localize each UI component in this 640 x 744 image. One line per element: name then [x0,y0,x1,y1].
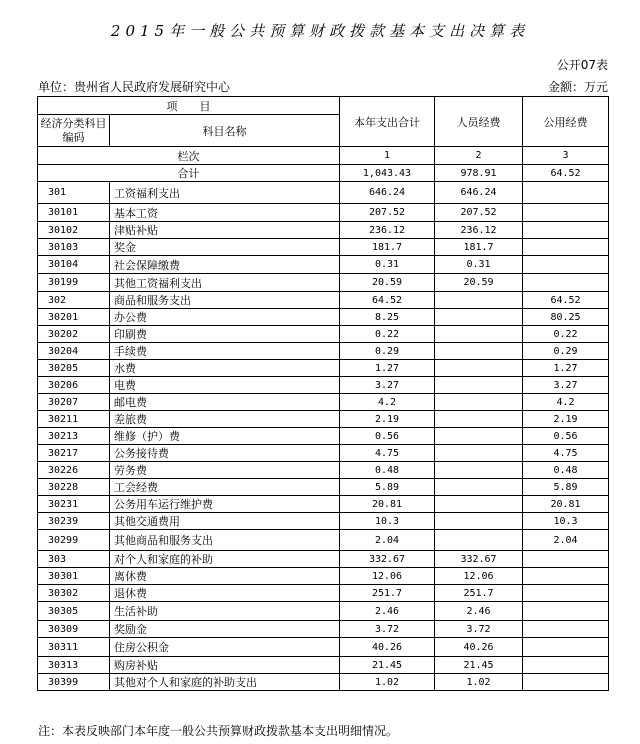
row-code: 30101 [38,204,110,222]
row-personnel: 1.02 [435,674,523,691]
sum-public: 64.52 [523,165,609,182]
table-row [38,530,609,551]
row-total: 0.56 [340,428,435,445]
table-row [38,513,609,530]
row-name: 住房公积金 [110,638,340,657]
row-name: 手续费 [110,343,340,360]
row-name: 差旅费 [110,411,340,428]
row-personnel: 40.26 [435,638,523,657]
row-name: 奖励金 [110,621,340,638]
table-row [38,377,609,394]
row-personnel [435,411,523,428]
row-personnel [435,530,523,551]
table-row [38,638,609,657]
row-public [523,674,609,691]
table-row [38,568,609,585]
row-name: 印刷费 [110,326,340,343]
row-total: 0.48 [340,462,435,479]
row-personnel [435,479,523,496]
row-name: 维修（护）费 [110,428,340,445]
table-row [38,411,609,428]
row-code: 30239 [38,513,110,530]
row-code: 30206 [38,377,110,394]
row-name: 社会保障缴费 [110,256,340,274]
table-row [38,204,609,222]
row-public: 64.52 [523,292,609,309]
row-code: 30103 [38,239,110,256]
row-name: 水费 [110,360,340,377]
row-personnel [435,496,523,513]
table-row [38,256,609,274]
subject-name-header: 科目名称 [110,115,340,147]
table-row [38,309,609,326]
row-public: 2.19 [523,411,609,428]
row-public: 2.04 [523,530,609,551]
row-total: 332.67 [340,551,435,568]
column-index-label: 栏次 [38,147,340,165]
row-code: 30217 [38,445,110,462]
sum-personnel: 978.91 [435,165,523,182]
row-personnel: 181.7 [435,239,523,256]
table-row [38,239,609,256]
row-total: 8.25 [340,309,435,326]
row-total: 5.89 [340,479,435,496]
row-public: 4.75 [523,445,609,462]
row-personnel: 21.45 [435,657,523,674]
sum-label: 合计 [38,165,340,182]
row-code: 303 [38,551,110,568]
row-personnel [435,309,523,326]
row-total: 3.72 [340,621,435,638]
public-header: 公用经费 [523,97,609,147]
column-index-1: 1 [340,147,435,165]
row-total: 1.02 [340,674,435,691]
personnel-header: 人员经费 [435,97,523,147]
row-code: 30104 [38,256,110,274]
row-name: 生活补助 [110,602,340,621]
row-name: 工资福利支出 [110,182,340,204]
table-row [38,462,609,479]
row-total: 20.81 [340,496,435,513]
table-row [38,274,609,292]
row-name: 奖金 [110,239,340,256]
row-personnel: 236.12 [435,222,523,239]
table-row [38,182,609,204]
row-public: 0.22 [523,326,609,343]
row-public: 0.29 [523,343,609,360]
row-total: 1.27 [340,360,435,377]
row-code: 30211 [38,411,110,428]
row-name: 电费 [110,377,340,394]
row-personnel [435,462,523,479]
table-row [38,674,609,691]
row-name: 工会经费 [110,479,340,496]
row-total: 2.19 [340,411,435,428]
row-personnel: 2.46 [435,602,523,621]
table-row [38,479,609,496]
row-name: 劳务费 [110,462,340,479]
row-total: 4.75 [340,445,435,462]
row-personnel: 207.52 [435,204,523,222]
row-public [523,638,609,657]
row-name: 对个人和家庭的补助 [110,551,340,568]
sum-row [38,165,609,182]
row-personnel [435,445,523,462]
row-personnel: 646.24 [435,182,523,204]
table-row [38,326,609,343]
row-name: 其他工资福利支出 [110,274,340,292]
row-public [523,256,609,274]
row-code: 30299 [38,530,110,551]
row-public: 5.89 [523,479,609,496]
row-name: 购房补贴 [110,657,340,674]
table-row [38,394,609,411]
row-code: 30102 [38,222,110,239]
row-code: 30309 [38,621,110,638]
row-personnel [435,292,523,309]
row-public: 20.81 [523,496,609,513]
row-public [523,182,609,204]
table-row [38,428,609,445]
row-code: 302 [38,292,110,309]
table-row [38,657,609,674]
row-total: 2.46 [340,602,435,621]
total-header: 本年支出合计 [340,97,435,147]
row-name: 津贴补贴 [110,222,340,239]
row-personnel [435,326,523,343]
row-public: 10.3 [523,513,609,530]
row-code: 30199 [38,274,110,292]
row-code: 30231 [38,496,110,513]
row-name: 办公费 [110,309,340,326]
table-row [38,292,609,309]
row-total: 40.26 [340,638,435,657]
row-name: 公务接待费 [110,445,340,462]
row-public [523,585,609,602]
row-public: 1.27 [523,360,609,377]
row-total: 0.31 [340,256,435,274]
row-personnel [435,513,523,530]
table-row [38,496,609,513]
row-code: 30228 [38,479,110,496]
expenditure-table [37,96,609,691]
table-row [38,222,609,239]
row-public [523,568,609,585]
row-public [523,551,609,568]
column-index-row [38,147,609,165]
header-row-1 [38,97,609,115]
row-public: 0.56 [523,428,609,445]
sum-total: 1,043.43 [340,165,435,182]
row-personnel: 12.06 [435,568,523,585]
form-number: 公开07表 [556,58,608,72]
row-public [523,602,609,621]
row-total: 0.29 [340,343,435,360]
row-total: 0.22 [340,326,435,343]
econ-code-header: 经济分类科目编码 [38,115,110,147]
row-public [523,239,609,256]
row-code: 30302 [38,585,110,602]
row-total: 251.7 [340,585,435,602]
column-index-2: 2 [435,147,523,165]
row-name: 邮电费 [110,394,340,411]
amount-unit: 金额：万元 [547,80,608,94]
table-row [38,343,609,360]
row-personnel [435,428,523,445]
row-code: 30311 [38,638,110,657]
row-code: 30204 [38,343,110,360]
row-code: 30213 [38,428,110,445]
row-public: 3.27 [523,377,609,394]
row-personnel: 3.72 [435,621,523,638]
row-code: 30205 [38,360,110,377]
row-name: 公务用车运行维护费 [110,496,340,513]
row-public [523,222,609,239]
row-code: 30226 [38,462,110,479]
row-total: 207.52 [340,204,435,222]
row-personnel: 332.67 [435,551,523,568]
row-total: 2.04 [340,530,435,551]
row-total: 4.2 [340,394,435,411]
row-name: 退休费 [110,585,340,602]
row-code: 30313 [38,657,110,674]
row-total: 10.3 [340,513,435,530]
table-row [38,445,609,462]
unit-label: 单位：贵州省人民政府发展研究中心 [38,80,231,94]
row-personnel [435,394,523,411]
row-personnel: 251.7 [435,585,523,602]
row-personnel [435,377,523,394]
row-total: 20.59 [340,274,435,292]
row-code: 30201 [38,309,110,326]
row-public [523,204,609,222]
row-code: 30207 [38,394,110,411]
row-personnel [435,343,523,360]
row-total: 181.7 [340,239,435,256]
row-total: 21.45 [340,657,435,674]
table-row [38,551,609,568]
row-public [523,274,609,292]
row-total: 64.52 [340,292,435,309]
row-total: 646.24 [340,182,435,204]
row-public [523,657,609,674]
table-row [38,602,609,621]
row-name: 其他交通费用 [110,513,340,530]
row-name: 其他商品和服务支出 [110,530,340,551]
item-header: 项 目 [38,97,340,115]
row-name: 商品和服务支出 [110,292,340,309]
row-code: 30399 [38,674,110,691]
row-public: 80.25 [523,309,609,326]
row-total: 236.12 [340,222,435,239]
footnote: 注：本表反映部门本年度一般公共预算财政拨款基本支出明细情况。 [38,724,399,738]
column-index-3: 3 [523,147,609,165]
row-code: 30202 [38,326,110,343]
row-public: 0.48 [523,462,609,479]
row-personnel: 0.31 [435,256,523,274]
row-code: 30301 [38,568,110,585]
table-row [38,360,609,377]
row-public [523,621,609,638]
row-code: 30305 [38,602,110,621]
row-name: 离休费 [110,568,340,585]
table-row [38,585,609,602]
table-row [38,621,609,638]
row-code: 301 [38,182,110,204]
row-name: 其他对个人和家庭的补助支出 [110,674,340,691]
row-personnel [435,360,523,377]
row-public: 4.2 [523,394,609,411]
report-title: 2015年一般公共预算财政拨款基本支出决算表 [110,22,530,40]
row-total: 12.06 [340,568,435,585]
row-personnel: 20.59 [435,274,523,292]
row-total: 3.27 [340,377,435,394]
row-name: 基本工资 [110,204,340,222]
